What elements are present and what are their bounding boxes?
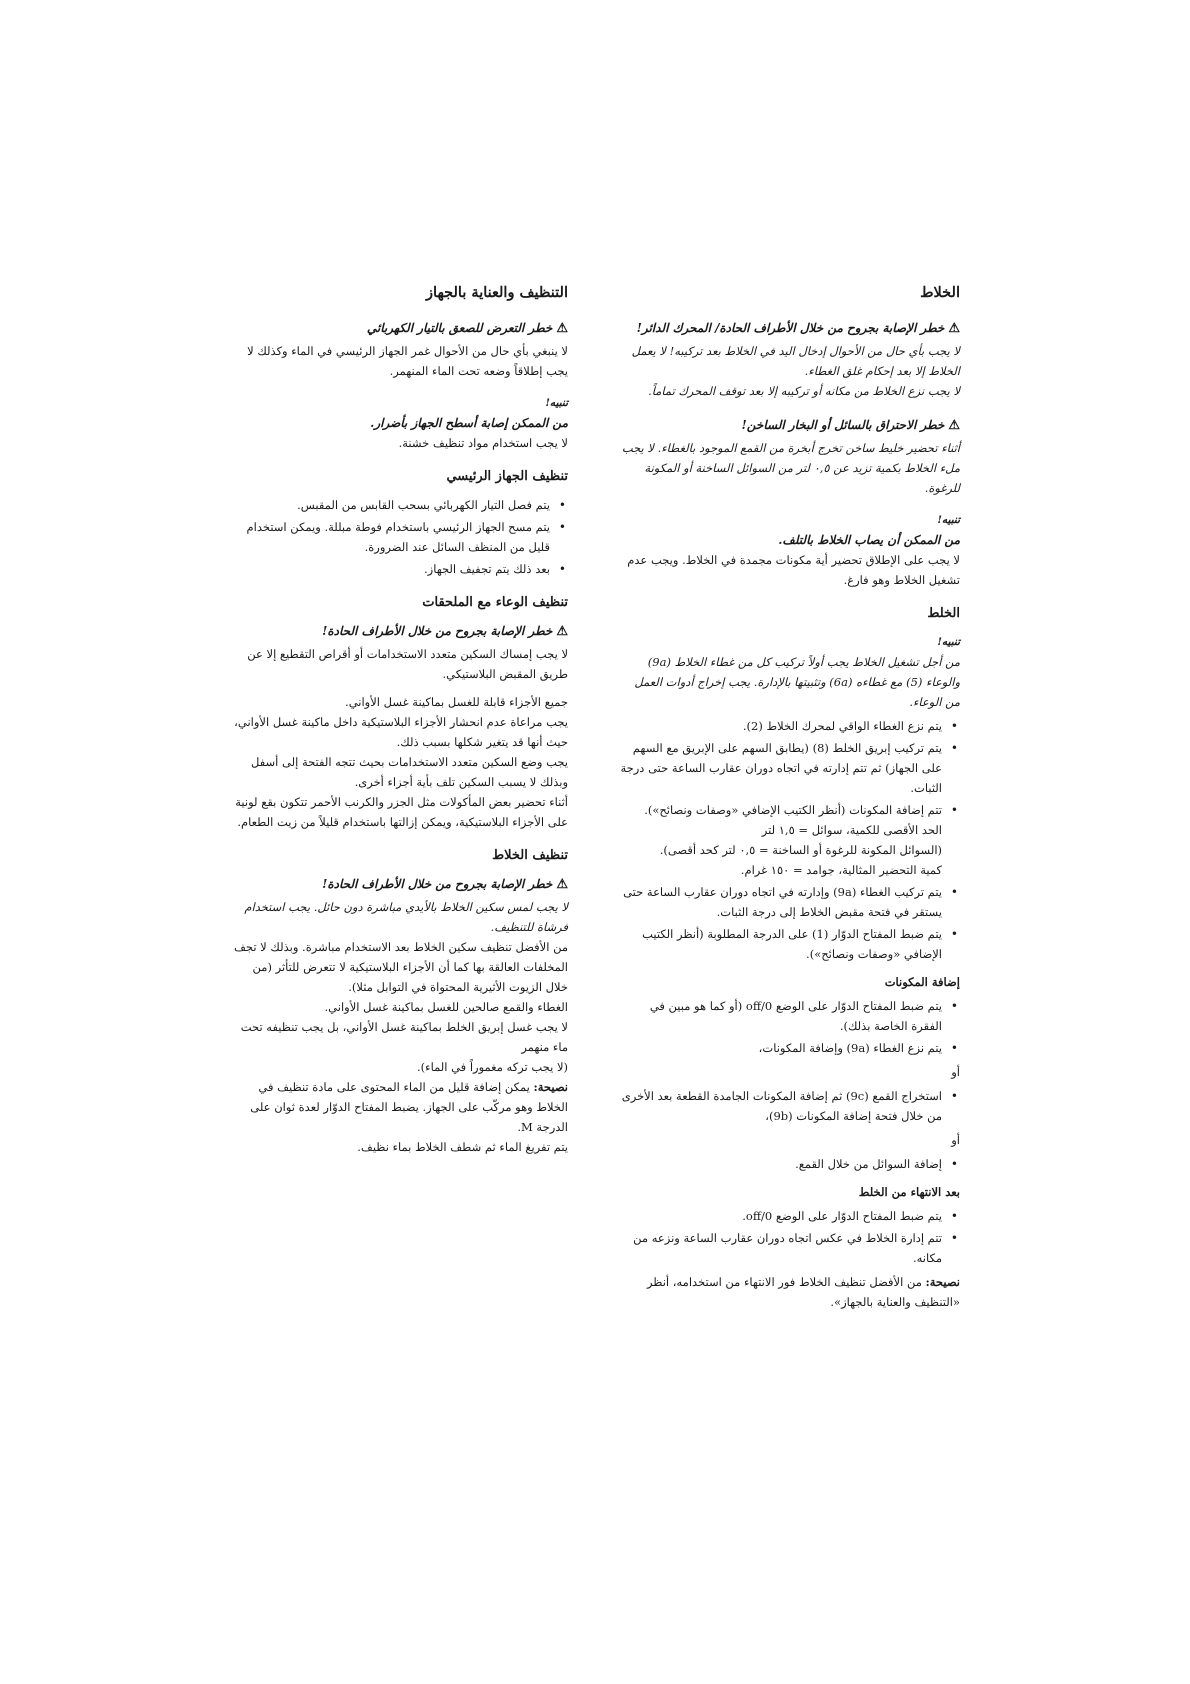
or-label: أو xyxy=(951,1065,960,1079)
caution-title: من الممكن إصابة أسطح الجهاز بأضرار. xyxy=(370,416,568,430)
paragraph: من الأفضل تنظيف سكين الخلاط بعد الاستخدام مباشرة. وبذلك لا تجف المخلفات العالقة بها كما أن الأجزاء البلاستيكية لا تتعرض للتأثر (من خلال الزيوت الأثيرية المحتواة في التوابل مثلا). xyxy=(234,940,568,994)
paragraph: أثناء تحضير بعض المأكولات مثل الجزر والكرنب الأحمر تتكون بقع لونية على الأجزاء البلاستيكية، ويمكن إزالتها باستخدام قليلاً من زيت الطعام. xyxy=(235,795,568,829)
warning-text: لا يجب نزع الخلاط من مكانه أو تركيبه إلا بعد توقف المحرك تماماً. xyxy=(648,384,960,398)
warning-triangle-icon: ⚠ xyxy=(556,321,568,336)
subsection-title-adding: إضافة المكونات xyxy=(884,975,960,989)
warning-text: لا يجب لمس سكين الخلاط بالأيدي مباشرة دون حائل. يجب استخدام فرشاة للتنظيف. xyxy=(244,900,568,934)
list-item: • يتم نزع الغطاء الواقي لمحرك الخلاط (2). xyxy=(620,716,942,736)
after-steps xyxy=(620,1206,960,1268)
warning-triangle-icon: ⚠ xyxy=(948,418,960,433)
section-title-cleaning: التنظيف والعناية بالجهاز xyxy=(426,284,568,301)
caution-text: لا يجب استخدام مواد تنظيف خشنة. xyxy=(398,436,568,450)
paragraph: يجب وضع السكين متعدد الاستخدامات بحيث تتجه الفتحة إلى أسفل وبذلك لا يسبب السكين تلف بأية أجزاء أخرى. xyxy=(251,755,568,789)
warning-triangle-icon: ⚠ xyxy=(948,321,960,336)
tip-paragraph: نصيحة: يمكن إضافة قليل من الماء المحتوى على مادة تنظيف في الخلاط وهو مركّب على الجهاز. يضبط المفتاح الدوّار لعدة ثوان على الدرجة M. xyxy=(250,1080,568,1134)
subsection-title-after: بعد الانتهاء من الخلط xyxy=(858,1185,960,1199)
list-item: • يتم ضبط المفتاح الدوّار على الوضع 0/off. xyxy=(620,1206,942,1226)
paragraph: جميع الأجزاء قابلة للغسل بماكينة غسل الأواني. xyxy=(345,695,568,709)
caution-title: من الممكن أن يصاب الخلاط بالتلف. xyxy=(778,533,960,547)
warning-text: لا ينبغي بأي حال من الأحوال غمر الجهاز الرئيسي في الماء وكذلك لا يجب إطلاقاً وضعه تحت الماء المنهمر. xyxy=(247,344,568,378)
list-item: • يتم مسح الجهاز الرئيسي باستخدام فوطة مبللة. ويمكن استخدام قليل من المنظف السائل عند الضرورة. xyxy=(230,517,550,557)
column-blender xyxy=(620,282,960,1312)
list-item: • استخراج القمع (9c) ثم إضافة المكونات الجامدة القطعة بعد الأخرى من خلال فتحة إضافة المكونات (9b)، xyxy=(620,1086,942,1126)
tip-label: نصيحة: xyxy=(533,1080,568,1094)
list-item: • إضافة السوائل من خلال القمع. xyxy=(620,1154,942,1174)
section-title-blender: الخلاط xyxy=(920,284,960,301)
list-item: • يتم نزع الغطاء (9a) وإضافة المكونات، xyxy=(620,1038,942,1058)
section-title-mixing: الخلط xyxy=(927,606,960,621)
warning-heading: ⚠خطر الإصابة بجروح من خلال الأطراف الحادة/ المحرك الدائر! xyxy=(636,321,960,336)
list-item: • يتم ضبط المفتاح الدوّار (1) على الدرجة المطلوبة (أنظر الكتيب الإضافي «وصفات ونصائح»). xyxy=(620,924,942,964)
warning-triangle-icon: ⚠ xyxy=(556,624,568,639)
tip-paragraph: نصيحة: من الأفضل تنظيف الخلاط فور الانتهاء من استخدامه، أنظر «التنظيف والعناية بالجهاز». xyxy=(646,1275,960,1309)
adding-steps xyxy=(620,996,960,1058)
column-cleaning xyxy=(230,282,568,1157)
adding-steps xyxy=(620,1154,960,1174)
list-item: • يتم تركيب الغطاء (9a) وإدارته في اتجاه دوران عقارب الساعة حتى يستقر في فتحة مقبض الخلاط إلى درجة الثبات. xyxy=(620,882,942,922)
list-item: • بعد ذلك يتم تجفيف الجهاز. xyxy=(230,559,550,579)
list-item: • تتم إضافة المكونات (أنظر الكتيب الإضافي «وصفات ونصائح»). الحد الأقصى للكمية، سوائل = ١,٥ لتر (السوائل المكونة للرغوة أو الساخنة = ٠,٥ لتر كحد أقصى). كمية التحضير المثالية، جوامد = ١٥٠ غرام. xyxy=(620,800,942,880)
paragraph: (لا يجب تركه مغموراً في الماء). xyxy=(417,1060,568,1074)
warning-heading: ⚠خطر الإصابة بجروح من خلال الأطراف الحادة! xyxy=(322,624,568,639)
section-title-bowl: تنظيف الوعاء مع الملحقات xyxy=(422,595,568,610)
warning-text: لا يجب إمساك السكين متعدد الاستخدامات أو أقراص التقطيع إلا عن طريق المقبض البلاستيكي. xyxy=(247,647,568,681)
tip-label: نصيحة: xyxy=(925,1275,960,1289)
quantity-line: الحد الأقصى للكمية، سوائل = ١,٥ لتر xyxy=(761,823,942,837)
list-item: • يتم تركيب إبريق الخلط (8) (يطابق السهم على الإبريق مع السهم على الجهاز) ثم تتم إدارته في اتجاه دوران عقارب الساعة حتى درجة الثبات. xyxy=(620,738,942,798)
warning-text: لا يجب بأي حال من الأحوال إدخال اليد في الخلاط بعد تركيبه! لا يعمل الخلاط إلا بعد إحكام غلق الغطاء. xyxy=(631,344,960,378)
mixing-steps xyxy=(620,716,960,964)
main-unit-steps xyxy=(230,495,568,579)
or-label: أو xyxy=(951,1133,960,1147)
adding-steps xyxy=(620,1086,960,1126)
section-title-blender-cleaning: تنظيف الخلاط xyxy=(492,848,568,863)
paragraph: يجب مراعاة عدم انحشار الأجزاء البلاستيكية داخل ماكينة غسل الأواني، حيث أنها قد يتغير شكلها بسبب ذلك. xyxy=(234,715,568,749)
list-item: • تتم إدارة الخلاط في عكس اتجاه دوران عقارب الساعة ونزعه من مكانه. xyxy=(620,1228,942,1268)
quantity-line: (السوائل المكونة للرغوة أو الساخنة = ٠,٥ لتر كحد أقصى). xyxy=(659,843,942,857)
paragraph: لا يجب غسل إبريق الخلط بماكينة غسل الأواني، بل يجب تنظيفه تحت ماء منهمر xyxy=(240,1020,568,1054)
caution-label: تنبيه! xyxy=(937,636,960,648)
warning-heading: ⚠خطر التعرض للصعق بالتيار الكهربائي xyxy=(366,321,568,336)
section-title-main-unit: تنظيف الجهاز الرئيسي xyxy=(446,469,568,484)
warning-triangle-icon: ⚠ xyxy=(556,877,568,892)
warning-text: أثناء تحضير خليط ساخن تخرج أبخرة من القمع الموجود بالغطاء. لا يجب ملء الخلاط بكمية تزيد عن ٠,٥ لتر من السوائل الساخنة أو المكونة للرغوة. xyxy=(621,441,960,495)
list-item: • يتم فصل التيار الكهربائي بسحب القابس من المقبس. xyxy=(230,495,550,515)
caution-text: من أجل تشغيل الخلاط يجب أولاً تركيب كل من غطاء الخلاط (9a) والوعاء (5) مع غطاءه (6a) وتثبيتها بالإدارة. يجب إخراج أدوات العمل من الوعاء. xyxy=(634,655,960,709)
caution-text: لا يجب على الإطلاق تحضير أية مكونات مجمدة في الخلاط. ويجب عدم تشغيل الخلاط وهو فارغ. xyxy=(627,553,960,587)
warning-heading: ⚠خطر الإصابة بجروح من خلال الأطراف الحادة! xyxy=(322,877,568,892)
warning-heading: ⚠خطر الاحتراق بالسائل أو البخار الساخن! xyxy=(741,418,960,433)
paragraph: الغطاء والقمع صالحين للغسل بماكينة غسل الأواني. xyxy=(324,1000,568,1014)
list-item: • يتم ضبط المفتاح الدوّار على الوضع 0/off (أو كما هو مبين في الفقرة الخاصة بذلك). xyxy=(620,996,942,1036)
paragraph: يتم تفريغ الماء ثم شطف الخلاط بماء نظيف. xyxy=(357,1140,568,1154)
caution-label: تنبيه! xyxy=(545,397,568,409)
quantity-line: كمية التحضير المثالية، جوامد = ١٥٠ غرام. xyxy=(740,863,942,877)
caution-label: تنبيه! xyxy=(937,514,960,526)
